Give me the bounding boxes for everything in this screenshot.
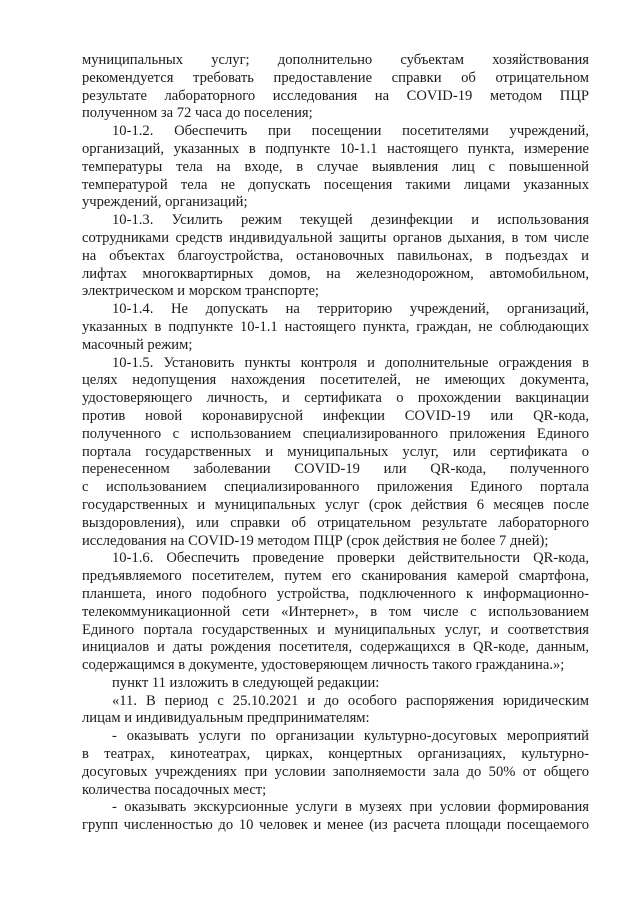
- text-line: выздоровления), или справки об отрицательном результате лабораторного: [82, 514, 589, 531]
- text-line: температурой тела не допускать посещения такими лицами указанных: [82, 176, 589, 193]
- text-line: 10-1.3. Усилить режим текущей дезинфекции и использования: [112, 212, 589, 229]
- text-line: перенесенном заболевании COVID-19 или QR-кода, полученного: [82, 461, 589, 478]
- text-line: результате лабораторного исследования на COVID-19 методом ПЦР: [82, 87, 589, 104]
- text-line: 10-1.5. Установить пункты контроля и дополнительные ограждения в: [112, 354, 589, 371]
- paragraph-10-1-5: [82, 355, 589, 551]
- text-line: удостоверяющего личность, и сертификата о прохождении вакцинации: [82, 390, 589, 407]
- text-line: портала государственных и муниципальных услуг, или сертификата о: [82, 443, 589, 460]
- text-line: Единого портала государственных и муниципальных услуг, и соответствия: [82, 621, 589, 638]
- text-line: указанных в подпункте 10-1.1 настоящего пункта, граждан, не соблюдающих: [82, 318, 589, 335]
- text-line: целях недопущения нахождения посетителей, не имеющих документа,: [82, 372, 589, 389]
- document-body: [82, 52, 589, 835]
- text-line: лифтах многоквартирных домов, на железнодорожном, автомобильном,: [82, 265, 589, 282]
- text-line: рекомендуется требовать предоставление справки об отрицательном: [82, 69, 589, 86]
- paragraph-11-bullet-2: [82, 799, 589, 835]
- text-line: - оказывать экскурсионные услуги в музеях при условии формирования: [112, 799, 589, 816]
- text-line: сотрудниками средств индивидуальной защиты органов дыхания, в том числе: [82, 229, 589, 246]
- text-line: 10-1.2. Обеспечить при посещении посетителями учреждений,: [112, 123, 589, 140]
- text-line: - оказывать услуги по организации культурно-досуговых мероприятий: [112, 728, 589, 745]
- paragraph-intro: [82, 52, 589, 123]
- text-line: полученном за 72 часа до поселения;: [82, 105, 313, 122]
- paragraph-10-1-6: [82, 550, 589, 675]
- text-line: муниципальных услуг; дополнительно субъектам хозяйствования: [82, 52, 589, 68]
- text-line: предъявляемого посетителем, путем его сканирования камерой смартфона,: [82, 568, 589, 585]
- text-line: лицам и индивидуальным предпринимателям:: [82, 710, 370, 727]
- text-line: 10-1.6. Обеспечить проведение проверки действительности QR-кода,: [112, 550, 589, 567]
- text-line: пункт 11 изложить в следующей редакции:: [112, 674, 380, 691]
- text-line: исследования на COVID-19 методом ПЦР (срок действия не более 7 дней);: [82, 532, 549, 549]
- text-line: телекоммуникационной сети «Интернет», в том числе с использованием: [82, 603, 589, 620]
- text-line: государственных и муниципальных услуг (срок действия 6 месяцев после: [82, 496, 589, 513]
- text-line: полученного с использованием специализированного приложения Единого: [82, 425, 589, 442]
- text-line: масочный режим;: [82, 336, 193, 353]
- paragraph-11-bullet-1: [82, 728, 589, 799]
- paragraph-10-1-4: [82, 301, 589, 354]
- paragraph-10-1-2: [82, 123, 589, 212]
- text-line: содержащимся в документе, удостоверяющем личность такого гражданина.»;: [82, 657, 565, 674]
- text-line: групп численностью до 10 человек и менее (из расчета площади посещаемого: [82, 817, 589, 834]
- text-line: организаций, указанных в подпункте 10-1.1 настоящего пункта, измерение: [82, 140, 589, 157]
- text-line: 10-1.4. Не допускать на территорию учреждений, организаций,: [112, 301, 589, 318]
- text-line: «11. В период с 25.10.2021 и до особого распоряжения юридическим: [112, 692, 589, 709]
- paragraph-11: [82, 693, 589, 729]
- paragraph-10-1-3: [82, 212, 589, 301]
- text-line: против новой коронавирусной инфекции COVID-19 или QR-кода,: [82, 407, 589, 424]
- text-line: температуры тела на входе, в случае выявления лиц с повышенной: [82, 158, 589, 175]
- text-line: электрическом и морском транспорте;: [82, 283, 319, 300]
- text-line: досуговых учреждениях при условии заполняемости зала до 50% от общего: [82, 763, 589, 780]
- text-line: с использованием специализированного приложения Единого портала: [82, 479, 589, 496]
- text-line: инициалов и даты рождения посетителя, содержащихся в QR-коде, данным,: [82, 639, 589, 656]
- text-line: планшета, иного подобного устройства, подключенного к информационно-: [82, 585, 589, 602]
- text-line: количества посадочных мест;: [82, 781, 267, 798]
- paragraph-punkt-11: [82, 675, 589, 693]
- text-line: на объектах благоустройства, остановочных павильонах, в подъездах и: [82, 247, 589, 264]
- text-line: учреждений, организаций;: [82, 194, 248, 211]
- text-line: в театрах, кинотеатрах, цирках, концертных организациях, культурно-: [82, 746, 589, 763]
